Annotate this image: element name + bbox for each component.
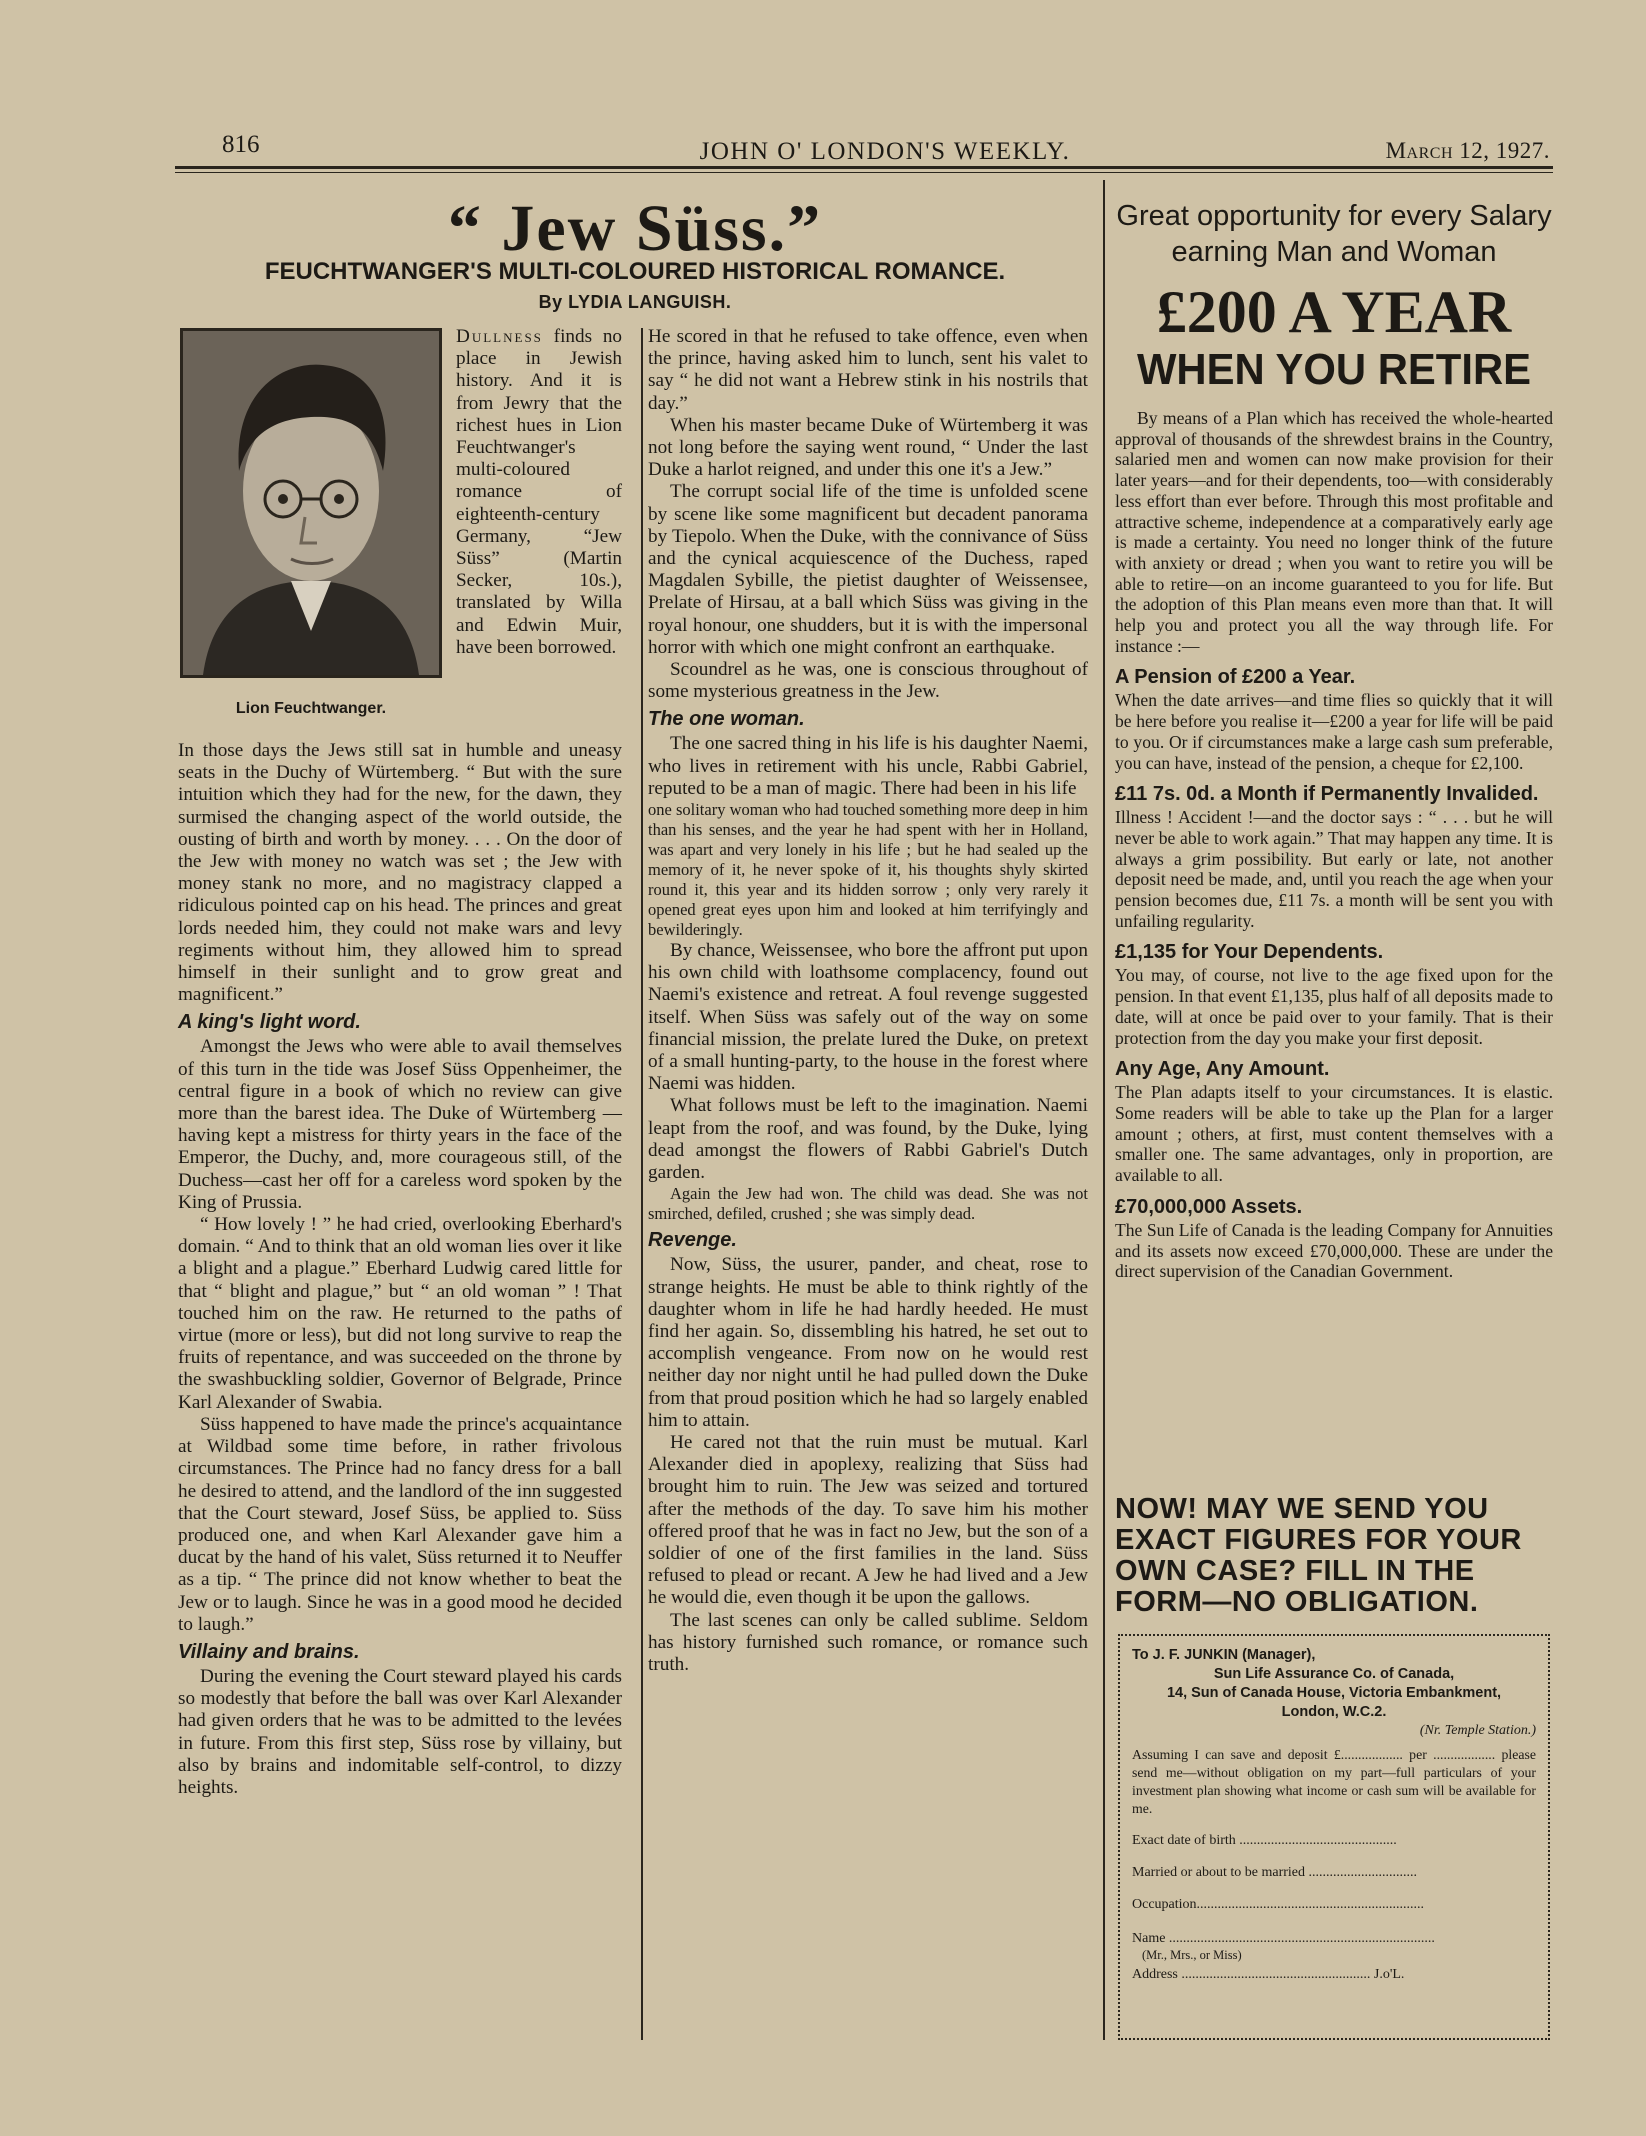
ad-paragraph: When the date arrives—and time flies so quickly that it will be here before you realise it—£200 a year for life will be paid to you. Or if circumstances make a large cash sum preferable, you can have, instead of the pension, a cheque for £2,100. [1115, 690, 1553, 773]
article-column-2 [648, 326, 1088, 1676]
section-heading: Revenge. [648, 1229, 737, 1252]
name-field[interactable]: Name ............................................................................ [1132, 1931, 1435, 1946]
article-subtitle: FEUCHTWANGER'S MULTI-COLOURED HISTORICAL ROMANCE. [264, 258, 1006, 285]
publication-title: JOHN O' LONDON'S WEEKLY. [699, 138, 1071, 165]
section-heading: The one woman. [648, 708, 805, 731]
paragraph: Now, Süss, the usurer, pander, and cheat, rose to strange heights. He must be able to think rightly of the daughter whom in life he had hardly heeded. He must find her again. So, dissembling his hatred, he set out to accomplish vengeance. From now on he would rest neither day nor night until he had pulled down the Duke from that proud position which he had so largely enabled him to attain. [648, 1254, 1088, 1431]
paragraph: By chance, Weissensee, who bore the affront put upon his own child with loathsome complacency, found out Naemi's existence and retreat. A foul revenge suggested itself. When Süss was safely out of the way on some financial mission, the prelate lured the Duke, on pretext of a small hunting-party, to the house in the forest where Naemi was hidden. [648, 940, 1088, 1095]
ad-paragraph: Illness ! Accident !—and the doctor says : “ . . . but he will never be able to work again.” That may happen any time. It is always a grim possibility. But early or late, not another deposit need be made, and, until you reach the age when your pension becomes due, £11 7s. a month will be sent you with unfailing regularity. [1115, 807, 1553, 931]
paragraph: He cared not that the ruin must be mutual. Karl Alexander died in apoplexy, realizing that Süss had brought him to ruin. The Jew was seized and tortured after the methods of the day. To save him his mother offered proof that he was in fact no Jew, but the son of a soldier of one of the first families in the land. Süss refused to plead or recant. A Jew he had lived and a Jew he would die, even though it be upon the gallows. [648, 1431, 1088, 1609]
lead-text: finds no place in Jewish history. And it is from Jewry that the richest hues in Lion Feuchtwanger's multi-coloured romance of eighteenth-century Germany, “Jew Süss” (Martin Secker, 10s.), translated by Willa and Edwin Muir, have been borrowed. [456, 326, 622, 658]
ad-call-to-action: NOW! MAY WE SEND YOU EXACT FIGURES FOR YOUR OWN CASE? FILL IN THE FORM—NO OBLIGATION. [1115, 1493, 1522, 1618]
paragraph: When his master became Duke of Würtemberg it was not long before the saying went round, “ Under the last Duke a harlot reigned, and under this one it's a Jew.” [648, 414, 1088, 481]
ad-subheading: £1,135 for Your Dependents. [1115, 941, 1384, 964]
header-rule-thin [175, 172, 1553, 173]
lead-drop-word: Dullness [456, 326, 543, 347]
portrait-photo-icon [183, 331, 439, 675]
article-lead-paragraph [456, 326, 622, 659]
quoted-passage: one solitary woman who had touched something more deep in him than his senses, and the year he had spent with her in Holland, was apart and very lonely in his life ; but he had sealed up the memory of it, he never spoke of it, his thoughts shyly skirted round it, this year and its hidden sorrow ; only very rarely it opened great eyes upon him and looked at him terrifyingly and bewilderingly. [648, 800, 1088, 940]
marital-status-field[interactable]: Married or about to be married ............................... [1132, 1865, 1417, 1880]
birth-date-field[interactable]: Exact date of birth ............................................. [1132, 1833, 1397, 1848]
ad-headline: £200 A YEAR [1156, 279, 1512, 345]
paragraph: Scoundrel as he was, one is conscious throughout of some mysterious greatness in the Jew. [648, 659, 1088, 703]
ad-intro: By means of a Plan which has received the whole-hearted approval of thousands of the shrewdest brains in the Country, salaried men and women can now make provision for their later years—and for their dependents, too—with considerably less effort than ever before. Through this most profitable and attractive scheme, independence at a comparatively early age is made a certainty. You need no longer think of the future with anxiety or dread ; when you want to retire you will be able to retire—on an income guaranteed to you for life. But the adoption of this Plan means even more than that. It will help you and protect you all the way through life. For instance :— [1115, 408, 1553, 656]
paragraph: Süss happened to have made the prince's acquaintance at Wildbad some time before, in rather frivolous circumstances. The Prince had no fancy dress for a ball he desired to attend, and the landlord of the inn suggested that the Court steward, Josef Süss, be applied to. Süss produced one, and when Karl Alexander gave him a ducat by the hand of his valet, Süss returned it to Neuffer as a tip. “ The prince did not know whether to beat the Jew or to laugh. Since he was in a good mood he decided to laugh.” [178, 1413, 622, 1635]
quoted-passage: Again the Jew had won. The child was dead. She was not smirched, defiled, crushed ; she was simply dead. [648, 1184, 1088, 1224]
paragraph: He scored in that he refused to take offence, even when the prince, having asked him to lunch, sent his valet to say “ he did not want a Hebrew stink in his nostrils that day.” [648, 326, 1088, 414]
paragraph: The last scenes can only be called sublime. Seldom has history furnished such romance, or romance such truth. [648, 1609, 1088, 1675]
ad-body [1115, 408, 1553, 1282]
article-byline: By LYDIA LANGUISH. [538, 292, 732, 312]
paragraph: During the evening the Court steward played his cards so modestly that before the ball was over Karl Alexander had given orders that he was to be admitted to the levées in future. From this first step, Süss rose by villainy, but also by brains and indomitable self-control, to dizzy heights. [178, 1665, 622, 1798]
paragraph: The corrupt social life of the time is unfolded scene by scene like some magnificent but decadent panorama by Tiepolo. When the Duke, with the connivance of Süss and the cynical acquiescence of the Duchess, raped Magdalen Sybille, the pietist daughter of Weissensee, Prelate of Hirsau, at a ball which Süss was giving in the royal honour, one shudders, but it is with the impersonal horror with which one might confront an earthquake. [648, 481, 1088, 658]
column-divider-2 [1103, 180, 1105, 2040]
article-title: “ Jew Süss.” [447, 192, 823, 265]
page-number: 816 [222, 131, 260, 158]
paragraph: In those days the Jews still sat in humble and uneasy seats in the Duchy of Würtemberg. “ But with the sure intuition which they had for the new, for the dawn, they surmised the changing aspect of the world outside, the ousting of birth and worth by money. . . . On the door of the Jew with money no watch was set ; the Jew with money stank no more, and no magistracy clapped a ridiculous pointed cap on his head. The princes and great lords needed him, they could not make wars and levy regiments without him, they allowed him to spread himself in their sunlight and to grow great and magnificent.” [178, 740, 622, 1006]
form-recipient: To J. F. JUNKIN (Manager), [1132, 1647, 1316, 1663]
ad-paragraph: You may, of course, not live to the age fixed upon for the pension. In that event £1,135, plus half of all deposits made to date, will at once be paid over to your family. That is their protection from the day you make your first deposit. [1115, 965, 1553, 1048]
ad-subheading: £11 7s. 0d. a Month if Permanently Invalided. [1115, 783, 1539, 806]
ad-headline-secondary: WHEN YOU RETIRE [1136, 345, 1532, 394]
ad-subheading: £70,000,000 Assets. [1115, 1195, 1303, 1218]
section-heading: A king's light word. [178, 1011, 361, 1034]
form-address-line: Sun Life Assurance Co. of Canada, [1213, 1666, 1455, 1682]
author-portrait [180, 328, 442, 678]
ad-subheading: Any Age, Any Amount. [1115, 1058, 1330, 1081]
coupon-form[interactable] [1118, 1634, 1550, 2040]
name-field-hint: (Mr., Mrs., or Miss) [1142, 1948, 1242, 1962]
form-station-note: (Nr. Temple Station.) [1419, 1723, 1536, 1738]
ad-subheading: A Pension of £200 a Year. [1115, 666, 1356, 689]
article-column-1 [178, 740, 622, 1799]
ad-lead: Great opportunity for every Salary earning Man and Woman [1116, 200, 1552, 268]
paragraph: The one sacred thing in his life is his daughter Naemi, who lives in retirement with his uncle, Rabbi Gabriel, reputed to be a man of magic. There had been in his life [648, 733, 1088, 799]
header-rule-thick [175, 166, 1553, 169]
section-heading: Villainy and brains. [178, 1640, 360, 1663]
form-request-text[interactable]: Assuming I can save and deposit £.................. per .................. please send me—without obligation on my part—full particulars of your investment plan showing what income or cash sum will be available for me. [1132, 1747, 1536, 1816]
column-divider-1 [641, 328, 643, 2040]
address-field[interactable]: Address ...................................................... J.o'L. [1132, 1967, 1405, 1982]
paragraph: Amongst the Jews who were able to avail themselves of this turn in the tide was Josef Süss Oppenheimer, the central figure in a book of which no review can give more than the barest idea. The Duke of Würtemberg —having kept a mistress for thirty years in the face of the Emperor, the Duchy, and, more courageous still, of the Duchess—cast her off for a careless word spoken by the King of Prussia. [178, 1036, 622, 1213]
form-address-line: 14, Sun of Canada House, Victoria Embankment, [1166, 1685, 1502, 1701]
occupation-field[interactable]: Occupation................................................................. [1132, 1897, 1425, 1912]
paragraph: “ How lovely ! ” he had cried, overlooking Eberhard's domain. “ And to think that an old woman lies over it like a blight and a plague.” Eberhard Ludwig cared little for that “ blight and plague,” but “ an old woman ” ! That touched him on the raw. He returned to the paths of virtue (more or less), but did not long survive to reap the fruits of repentance, and was succeeded on the throne by the swashbuckling soldier, Governor of Belgrade, Prince Karl Alexander of Swabia. [178, 1214, 622, 1413]
form-address-line: London, W.C.2. [1281, 1704, 1387, 1720]
issue-date: March 12, 1927. [1385, 138, 1550, 163]
ad-paragraph: The Plan adapts itself to your circumstances. It is elastic. Some readers will be able to take up the Plan for a larger amount ; others, at first, must content themselves with a smaller one. The same advantages, only in proportion, are available to all. [1115, 1082, 1553, 1186]
portrait-caption: Lion Feuchtwanger. [235, 700, 387, 717]
ad-paragraph: The Sun Life of Canada is the leading Company for Annuities and its assets now exceed £70,000,000. These are under the direct supervision of the Canadian Government. [1115, 1219, 1553, 1282]
paragraph: What follows must be left to the imagination. Naemi leapt from the roof, and was found, by the Duke, lying dead amongst the flowers of Rabbi Gabriel's Dutch garden. [648, 1095, 1088, 1184]
